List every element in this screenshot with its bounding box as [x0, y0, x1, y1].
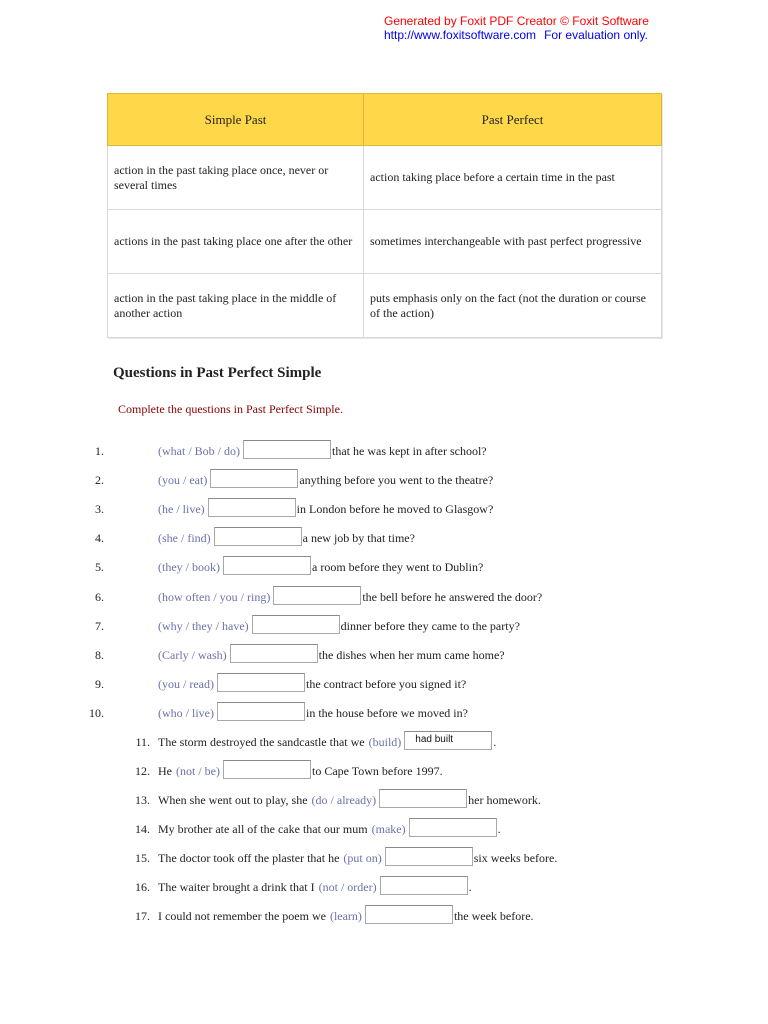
watermark-url[interactable]: http://www.foxitsoftware.com [384, 28, 537, 42]
question-row [0, 702, 768, 724]
answer-input[interactable] [210, 469, 298, 488]
answer-input[interactable] [385, 847, 473, 866]
question-row [0, 847, 768, 869]
question-number: 3. [95, 502, 104, 516]
question-text-before: The doctor took off the plaster that he [158, 851, 340, 865]
question-sentence [158, 702, 468, 724]
question-sentence [158, 876, 472, 898]
verb-hint: (how often / you / ring) [158, 590, 271, 604]
question-number: 7. [95, 619, 104, 633]
question-number: 16. [135, 880, 150, 894]
question-text-after: her homework. [468, 793, 541, 807]
answer-input[interactable] [273, 586, 361, 605]
question-number: 13. [135, 793, 150, 807]
question-text-after: that he was kept in after school? [332, 444, 487, 458]
verb-hint: (what / Bob / do) [158, 444, 240, 458]
question-number: 10. [89, 706, 104, 720]
verb-hint: (build) [368, 735, 402, 749]
question-number: 8. [95, 648, 104, 662]
question-sentence [158, 527, 415, 549]
question-text-after: to Cape Town before 1997. [312, 764, 443, 778]
verb-hint: (you / eat) [158, 473, 208, 487]
verb-hint: (do / already) [311, 793, 377, 807]
answer-input[interactable] [230, 644, 318, 663]
verb-hint: (make) [371, 822, 406, 836]
question-row [0, 731, 768, 753]
question-text-after: dinner before they came to the party? [340, 619, 520, 633]
question-text-after: the week before. [453, 909, 534, 923]
answer-input[interactable] [243, 440, 331, 459]
question-sentence [158, 498, 493, 520]
question-number: 14. [135, 822, 150, 836]
question-text-before: I could not remember the poem we [158, 909, 326, 923]
question-row [0, 469, 768, 491]
question-text-after: the contract before you signed it? [305, 677, 467, 691]
table-header-row [108, 94, 662, 146]
verb-hint: (learn) [329, 909, 362, 923]
question-number: 2. [95, 473, 104, 487]
watermark-links [384, 28, 674, 42]
answer-input[interactable] [223, 760, 311, 779]
question-text-after: a new job by that time? [302, 531, 415, 545]
question-sentence [158, 760, 443, 782]
question-text-after: a room before they went to Dublin? [312, 560, 484, 574]
table-cell: actions in the past taking place one after the other [108, 210, 364, 274]
table-row [108, 274, 662, 338]
verb-hint: (put on) [343, 851, 382, 865]
tense-comparison-table [107, 93, 662, 338]
table-cell: sometimes interchangeable with past perfect progressive [364, 210, 662, 274]
answer-input[interactable]: had built [404, 731, 492, 750]
question-text-before: He [158, 764, 172, 778]
question-row [0, 440, 768, 462]
question-sentence [158, 673, 466, 695]
watermark-note: For evaluation only. [544, 28, 648, 42]
question-number: 15. [135, 851, 150, 865]
question-sentence [158, 818, 501, 840]
question-sentence [158, 615, 520, 637]
question-row [0, 498, 768, 520]
question-text-before: The waiter brought a drink that I [158, 880, 315, 894]
question-row [0, 527, 768, 549]
question-sentence [158, 731, 496, 753]
answer-input[interactable] [380, 876, 468, 895]
question-number: 5. [95, 560, 104, 574]
question-text-after: in London before he moved to Glasgow? [296, 502, 494, 516]
verb-hint: (they / book) [158, 560, 220, 574]
answer-input[interactable] [365, 905, 453, 924]
verb-hint: (she / find) [158, 531, 211, 545]
answer-input[interactable] [217, 702, 305, 721]
verb-hint: (not / order) [318, 880, 377, 894]
verb-hint: (why / they / have) [158, 619, 249, 633]
verb-hint: (who / live) [158, 706, 214, 720]
question-number: 17. [135, 909, 150, 923]
question-number: 12. [135, 764, 150, 778]
verb-hint: (he / live) [158, 502, 205, 516]
question-text-after: the bell before he answered the door? [362, 590, 543, 604]
question-row [0, 760, 768, 782]
question-row [0, 905, 768, 927]
question-sentence [158, 644, 505, 666]
question-text-after: the dishes when her mum came home? [318, 648, 505, 662]
header-past-perfect: Past Perfect [364, 94, 662, 146]
question-text-after: in the house before we moved in? [306, 706, 468, 720]
question-sentence [158, 789, 541, 811]
question-text-after: . [497, 822, 501, 836]
question-sentence [158, 847, 557, 869]
question-row [0, 876, 768, 898]
watermark-title: Generated by Foxit PDF Creator © Foxit Software [384, 14, 649, 28]
question-text-after: six weeks before. [473, 851, 558, 865]
question-text-after: anything before you went to the theatre? [299, 473, 494, 487]
question-text-after: . [493, 735, 497, 749]
answer-input[interactable] [409, 818, 497, 837]
question-text-before: When she went out to play, she [158, 793, 308, 807]
question-text-before: My brother ate all of the cake that our mum [158, 822, 368, 836]
question-text-before: The storm destroyed the sandcastle that we [158, 735, 365, 749]
header-simple-past: Simple Past [108, 94, 364, 146]
question-number: 1. [95, 444, 104, 458]
question-row [0, 586, 768, 608]
table-cell: action in the past taking place in the middle of another action [108, 274, 364, 338]
question-row [0, 673, 768, 695]
table-row [108, 210, 662, 274]
foxit-watermark [384, 14, 674, 42]
question-number: 11. [135, 735, 150, 749]
verb-hint: (Carly / wash) [158, 648, 227, 662]
question-sentence [158, 586, 542, 608]
section-title: Questions in Past Perfect Simple [113, 365, 322, 381]
question-row [0, 818, 768, 840]
question-sentence [158, 440, 487, 462]
question-row [0, 789, 768, 811]
table-cell: puts emphasis only on the fact (not the duration or course of the action) [364, 274, 662, 338]
instruction-text: Complete the questions in Past Perfect Simple. [118, 402, 343, 416]
table-cell: action in the past taking place once, never or several times [108, 146, 364, 210]
answer-input[interactable] [223, 556, 311, 575]
question-sentence [158, 469, 493, 491]
question-row [0, 615, 768, 637]
question-sentence [158, 905, 534, 927]
question-number: 4. [95, 531, 104, 545]
question-sentence [158, 556, 483, 578]
verb-hint: (not / be) [176, 764, 220, 778]
question-number: 6. [95, 590, 104, 604]
answer-input[interactable] [208, 498, 296, 517]
verb-hint: (you / read) [158, 677, 214, 691]
table-row [108, 146, 662, 210]
question-row [0, 644, 768, 666]
answer-input[interactable] [252, 615, 340, 634]
question-text-after: . [468, 880, 472, 894]
question-row [0, 556, 768, 578]
table-cell: action taking place before a certain time in the past [364, 146, 662, 210]
answer-input[interactable] [214, 527, 302, 546]
answer-input[interactable] [217, 673, 305, 692]
answer-input[interactable] [379, 789, 467, 808]
question-number: 9. [95, 677, 104, 691]
